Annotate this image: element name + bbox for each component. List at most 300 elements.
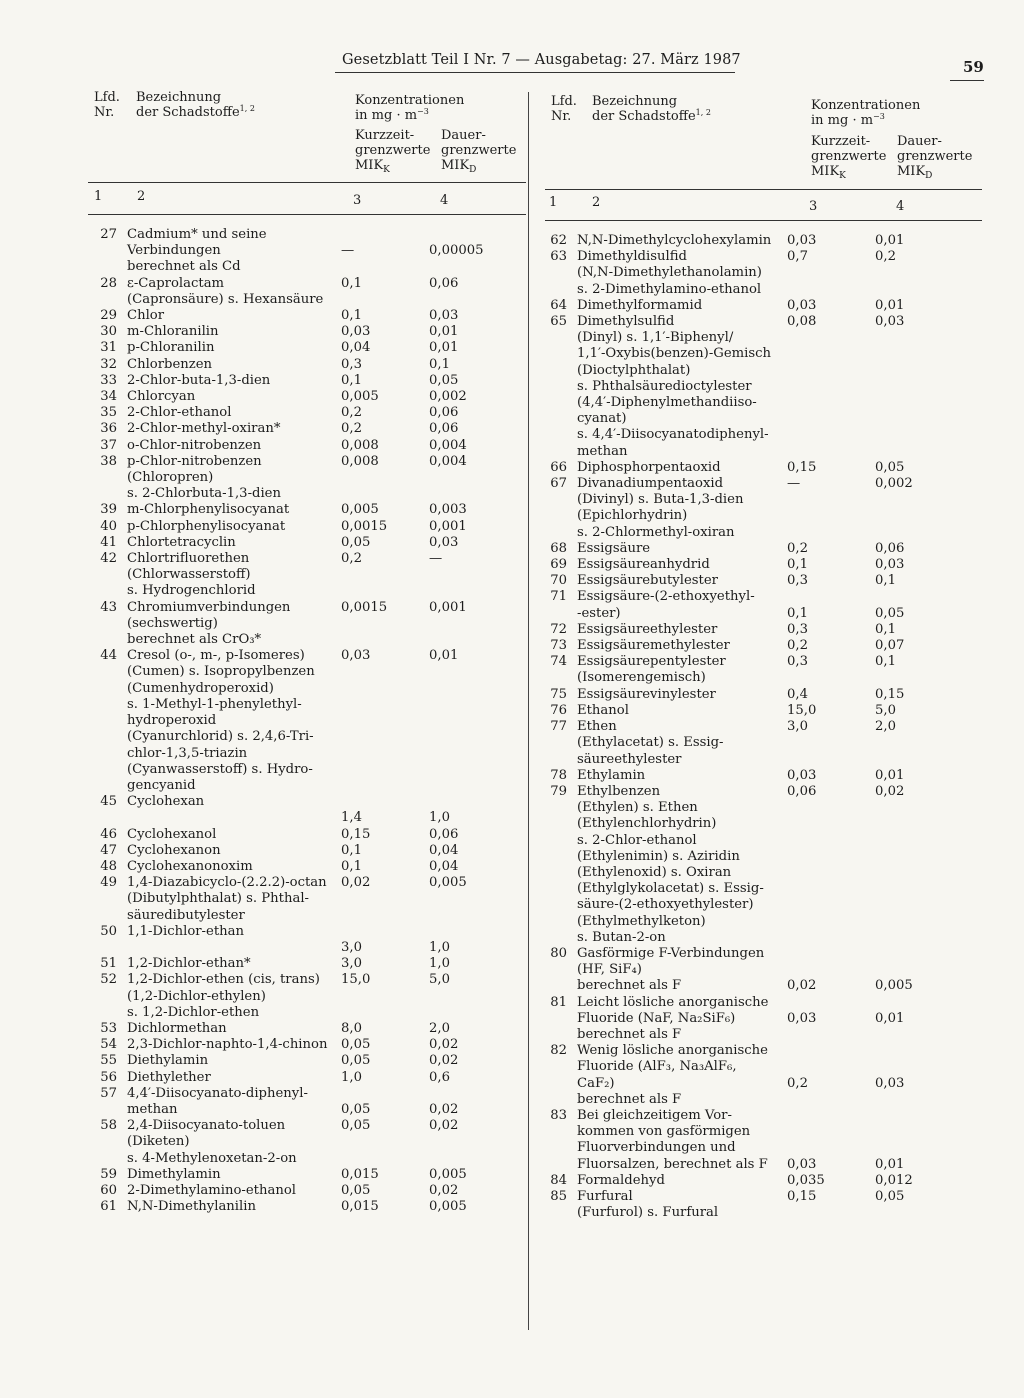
row-number: 71 [550, 589, 567, 605]
substance-name-line: Dichlormethan [127, 1020, 227, 1036]
table-row [83, 535, 523, 551]
table-row [533, 541, 993, 557]
kurzzeit-value: 0,03 [341, 324, 371, 340]
hdr-dauer-right: Dauer- grenzwerte $MIK_D$ [897, 134, 973, 181]
substance-name-line: s. 2-Chlor-ethanol [577, 832, 697, 848]
table-row [533, 460, 993, 476]
substance-name-line: 2,3-Dichlor-naphto-1,4-chinon [127, 1037, 328, 1053]
row-number: 30 [100, 324, 117, 340]
dauer-value: 0,6 [429, 1069, 450, 1085]
page-number: 59 [963, 58, 984, 76]
kurzzeit-value: 0,1 [341, 372, 362, 388]
substance-name [127, 648, 341, 794]
kurzzeit-value: 0,04 [341, 340, 371, 356]
substance-name [577, 573, 787, 589]
substance-name [127, 357, 341, 373]
substance-name-line: Gasförmige F-Verbindungen [577, 945, 765, 961]
substance-name-line: (Epichlorhydrin) [577, 508, 688, 524]
row-number: 45 [100, 794, 117, 810]
header-top-rule-right [545, 189, 982, 190]
kurzzeit-value: 0,1 [787, 557, 808, 573]
row-number: 80 [550, 945, 567, 961]
substance-name-line: Divanadiumpentaoxid [577, 476, 724, 492]
dauer-value: 0,002 [429, 389, 467, 405]
substance-name-line: 2-Dimethylamino-ethanol [127, 1182, 296, 1198]
dauer-value: 0,03 [875, 1075, 905, 1091]
substance-name-line: 2-Chlor-methyl-oxiran* [127, 421, 281, 437]
substance-name-line: (Ethylacetat) s. Essig- [577, 735, 724, 751]
kurzzeit-value: 0,15 [787, 459, 817, 475]
substance-name-line: Diphosphorpentaoxid [577, 459, 721, 475]
dauer-value: 0,005 [429, 1166, 467, 1182]
table-row [533, 557, 993, 573]
dauer-value: 0,01 [429, 648, 459, 664]
substance-name-line: s. 2-Chlorbuta-1,3-dien [127, 486, 281, 502]
table-row [533, 1108, 993, 1173]
kurzzeit-value: 0,1 [341, 842, 362, 858]
table-row [533, 687, 993, 703]
substance-name-line: Ethanol [577, 702, 629, 718]
kurzzeit-value: 0,1 [341, 858, 362, 874]
substance-name-line: (Cumenhydroperoxid) [127, 680, 274, 696]
kurzzeit-value: 0,3 [341, 356, 362, 372]
substance-name-line: (Ethylenimin) s. Aziridin [577, 848, 740, 864]
substance-name-line: Essigsäurepentylester [577, 654, 726, 670]
substance-name-line: hydroperoxid [127, 713, 217, 729]
substance-name [127, 1199, 341, 1215]
dauer-value: 0,01 [875, 1010, 905, 1026]
substance-name-line: methan [127, 1101, 178, 1117]
dauer-value: 0,001 [429, 599, 467, 615]
substance-name [127, 1118, 341, 1167]
dauer-value: 0,004 [429, 453, 467, 469]
kurzzeit-value: 0,15 [787, 1188, 817, 1204]
row-number: 50 [100, 923, 117, 939]
substance-name-line: Essigsäure-(2-ethoxyethyl- [577, 589, 755, 605]
substance-name-line: Ethylamin [577, 767, 646, 783]
dauer-value: 0,005 [875, 978, 913, 994]
table-row [533, 1173, 993, 1189]
kurzzeit-value: 3,0 [341, 956, 362, 972]
row-number: 65 [550, 314, 567, 330]
kurzzeit-value: 1,0 [341, 1069, 362, 1085]
hdr-lfd: Lfd. Nr. [94, 90, 120, 120]
kurzzeit-value: 0,1 [341, 308, 362, 324]
row-number: 52 [100, 972, 117, 988]
row-number: 73 [550, 638, 567, 654]
dauer-value: 0,04 [429, 858, 459, 874]
row-number: 67 [550, 476, 567, 492]
substance-name [127, 1086, 341, 1118]
substance-name-line: 1,4-Diazabicyclo-(2.2.2)-octan [127, 875, 327, 891]
row-number: 46 [100, 826, 117, 842]
dauer-value: 0,02 [429, 1118, 459, 1134]
hdr-bezeichnung-right: Bezeichnung der Schadstoffe$^{1, 2}$ [592, 94, 711, 124]
substance-name [127, 551, 341, 600]
row-number: 62 [550, 233, 567, 248]
row-number: 57 [100, 1085, 117, 1101]
dauer-value: 0,05 [875, 605, 905, 621]
substance-name-line: (Chloropren) [127, 470, 214, 486]
substance-name [127, 956, 341, 972]
table-row [533, 298, 993, 314]
table-row [83, 648, 523, 794]
row-number: 74 [550, 654, 567, 670]
substance-name [577, 703, 787, 719]
colnum-1: 1 [94, 189, 103, 204]
substance-name [127, 1167, 341, 1183]
page-header [0, 50, 1024, 74]
substance-name-line: Fluorsalzen, berechnet als F [577, 1156, 768, 1172]
substance-name [127, 389, 341, 405]
kurzzeit-value: 0,1 [787, 605, 808, 621]
substance-name [127, 276, 341, 308]
row-number: 33 [100, 372, 117, 388]
substance-name-line: Cadmium* und seine [127, 227, 267, 242]
dauer-value: 0,06 [429, 405, 459, 421]
substance-name [127, 340, 341, 356]
kurzzeit-value: 0,035 [787, 1172, 825, 1188]
substance-name-line: (Cumen) s. Isopropylbenzen [127, 664, 315, 680]
substance-name-line: (Ethylglykolacetat) s. Essig- [577, 881, 764, 897]
table-row [83, 1183, 523, 1199]
dauer-value: 0,01 [875, 767, 905, 783]
table-row [83, 600, 523, 649]
substance-name [577, 589, 787, 621]
kurzzeit-value: 8,0 [341, 1020, 362, 1036]
dauer-value: 0,002 [875, 476, 913, 492]
dauer-value: 0,05 [429, 372, 459, 388]
substance-name-line: N,N-Dimethylanilin [127, 1199, 256, 1215]
dauer-value: 0,07 [875, 638, 905, 654]
substance-name-line: berechnet als F [577, 1091, 682, 1107]
substance-name-line: Diethylether [127, 1069, 211, 1085]
table-row [83, 827, 523, 843]
kurzzeit-value: 0,03 [787, 767, 817, 783]
kurzzeit-value: 0,03 [787, 1156, 817, 1172]
table-row [533, 995, 993, 1044]
substance-name [577, 541, 787, 557]
dauer-value: 0,005 [429, 1199, 467, 1215]
column-divider [528, 92, 529, 1330]
substance-name [577, 768, 787, 784]
dauer-value: 0,04 [429, 842, 459, 858]
dauer-value: 0,01 [875, 297, 905, 313]
substance-name-line: s. Phthalsäuredioctylester [577, 378, 752, 394]
substance-name-line: säure-(2-ethoxyethylester) [577, 897, 754, 913]
table-row [533, 1043, 993, 1108]
row-number: 37 [100, 437, 117, 453]
row-number: 27 [100, 227, 117, 242]
row-number: 47 [100, 842, 117, 858]
table-row [83, 1118, 523, 1167]
substance-name [577, 654, 787, 686]
kurzzeit-value: 0,05 [341, 1101, 371, 1117]
row-number: 85 [550, 1188, 567, 1204]
kurzzeit-value: 0,4 [787, 686, 808, 702]
substance-name [577, 995, 787, 1044]
row-number: 64 [550, 297, 567, 313]
row-number: 31 [100, 340, 117, 356]
dauer-value: 1,0 [429, 956, 450, 972]
kurzzeit-value: — [787, 476, 801, 492]
substance-name-line: Wenig lösliche anorganische [577, 1043, 768, 1059]
table-row [83, 1037, 523, 1053]
kurzzeit-value: 0,005 [341, 502, 379, 518]
row-number: 48 [100, 858, 117, 874]
dauer-value: 0,1 [429, 356, 450, 372]
kurzzeit-value: 0,03 [787, 233, 817, 248]
substance-name-line: Cyclohexanon [127, 842, 221, 858]
table-row [83, 438, 523, 454]
substance-name-line: Dimethyldisulfid [577, 249, 687, 265]
row-number: 58 [100, 1118, 117, 1134]
dauer-value: 0,005 [429, 875, 467, 891]
substance-name [577, 1108, 787, 1173]
substance-name-line: N,N-Dimethylcyclohexylamin [577, 233, 772, 248]
substance-name-line: s. 2-Chlormethyl-oxiran [577, 524, 735, 540]
substance-name-line: Chlorcyan [127, 389, 196, 405]
substance-name-line: Essigsäureanhydrid [577, 557, 710, 573]
dauer-value: 0,03 [429, 308, 459, 324]
row-number: 32 [100, 356, 117, 372]
row-number: 68 [550, 540, 567, 556]
kurzzeit-value: 0,05 [341, 1118, 371, 1134]
table-row [83, 1199, 523, 1215]
substance-name-line: Essigsäurevinylester [577, 686, 716, 702]
substance-name-line: Essigsäurebutylester [577, 573, 718, 589]
table-row [533, 703, 993, 719]
dauer-value: 2,0 [875, 719, 896, 735]
dauer-value: 0,03 [875, 314, 905, 330]
row-number: 79 [550, 783, 567, 799]
dauer-value: 0,06 [429, 826, 459, 842]
substance-name [127, 827, 341, 843]
dauer-value: 0,02 [429, 1037, 459, 1053]
substance-name [127, 373, 341, 389]
substance-name-line: Dimethylsulfid [577, 314, 675, 330]
kurzzeit-value: 0,03 [341, 648, 371, 664]
kurzzeit-value: 0,2 [341, 421, 362, 437]
dauer-value: 0,06 [429, 421, 459, 437]
substance-name-line: s. Butan-2-on [577, 929, 666, 945]
hdr-lfd-right: Lfd. Nr. [551, 94, 577, 124]
substance-name [127, 1021, 341, 1037]
colnum-2: 2 [137, 189, 146, 204]
row-number: 42 [100, 551, 117, 567]
substance-name-line: (Ethylen) s. Ethen [577, 800, 698, 816]
substance-name-line: Furfural [577, 1188, 633, 1204]
kurzzeit-value: 0,3 [787, 654, 808, 670]
substance-name-line: chlor-1,3,5-triazin [127, 745, 248, 761]
substance-name-line: s. 4,4′-Diisocyanatodiphenyl- [577, 427, 769, 443]
kurzzeit-value: 0,3 [787, 621, 808, 637]
substance-name [127, 1070, 341, 1086]
substance-name-line: berechnet als CrO₃* [127, 632, 262, 648]
kurzzeit-value: 0,7 [787, 249, 808, 265]
table-row [83, 1086, 523, 1118]
kurzzeit-value: 3,0 [341, 939, 362, 955]
table-row [83, 1053, 523, 1069]
dauer-value: 0,2 [875, 249, 896, 265]
substance-name-line: m-Chlorphenylisocyanat [127, 502, 290, 518]
substance-name-line: p-Chloranilin [127, 340, 215, 356]
row-number: 81 [550, 994, 567, 1010]
substance-name-line: Essigsäuremethylester [577, 638, 730, 654]
kurzzeit-value: 0,3 [787, 573, 808, 589]
substance-name-line: Chlortrifluorethen [127, 551, 250, 567]
row-number: 54 [100, 1037, 117, 1053]
row-number: 55 [100, 1053, 117, 1069]
substance-name [577, 460, 787, 476]
substance-name-line: Fluorverbindungen und [577, 1140, 736, 1156]
table-row [83, 389, 523, 405]
kurzzeit-value: 0,2 [787, 638, 808, 654]
dauer-value: — [429, 551, 443, 567]
substance-name-line: p-Chlor-nitrobenzen [127, 453, 262, 469]
table-row [83, 1070, 523, 1086]
substance-name-line: säuredibutylester [127, 907, 245, 923]
kurzzeit-value: 0,02 [787, 978, 817, 994]
substance-name-line: CaF₂) [577, 1075, 615, 1091]
substance-name [127, 535, 341, 551]
dauer-value: 0,1 [875, 654, 896, 670]
substance-name [127, 875, 341, 924]
row-number: 29 [100, 308, 117, 324]
dauer-value: 0,001 [429, 518, 467, 534]
dauer-value: 0,02 [429, 1182, 459, 1198]
colnum-2-right: 2 [592, 195, 601, 210]
row-number: 35 [100, 405, 117, 421]
row-number: 28 [100, 275, 117, 291]
table-row [83, 875, 523, 924]
table-row [83, 454, 523, 503]
dauer-value: 0,1 [875, 573, 896, 589]
substance-name-line: 4,4′-Diisocyanato-diphenyl- [127, 1085, 308, 1101]
kurzzeit-value: — [341, 243, 355, 259]
substance-name-line: o-Chlor-nitrobenzen [127, 437, 262, 453]
substance-name [577, 476, 787, 541]
table-row [83, 227, 523, 276]
table-row [83, 357, 523, 373]
substance-name-line: Chlortetracyclin [127, 534, 236, 550]
substance-name-line: berechnet als F [577, 1026, 682, 1042]
row-number: 36 [100, 421, 117, 437]
kurzzeit-value: 0,06 [787, 783, 817, 799]
kurzzeit-value: 15,0 [787, 702, 817, 718]
substance-name-line: säureethylester [577, 751, 682, 767]
colnum-3-right: 3 [809, 199, 818, 214]
hdr-kurzzeit-right: Kurzzeit- grenzwerte $MIK_K$ [811, 134, 887, 181]
substance-name-line: Leicht lösliche anorganische [577, 994, 769, 1010]
substance-name [577, 1043, 787, 1108]
table-row [83, 843, 523, 859]
header-bottom-rule-right [545, 220, 982, 221]
colnum-4: 4 [440, 193, 449, 208]
table-row [83, 972, 523, 1021]
substance-name [127, 324, 341, 340]
row-number: 78 [550, 767, 567, 783]
substance-name [127, 600, 341, 649]
table-row [83, 956, 523, 972]
substance-name-line: (Cyanwasserstoff) s. Hydro- [127, 761, 313, 777]
substance-name [127, 924, 341, 940]
substance-name-line: kommen von gasförmigen [577, 1124, 751, 1140]
row-number: 49 [100, 875, 117, 891]
dauer-value: 0,012 [875, 1172, 913, 1188]
substance-name-line: s. Hydrogenchlorid [127, 583, 256, 599]
substance-name-line: Ethen [577, 719, 617, 735]
table-row [83, 1167, 523, 1183]
substance-name-line: (4,4′-Diphenylmethandiiso- [577, 395, 757, 411]
substance-name [577, 784, 787, 946]
substance-name-line: Cyclohexanol [127, 826, 217, 842]
substance-name-line: Cyclohexan [127, 794, 205, 810]
row-number: 66 [550, 459, 567, 475]
substance-name-line: Chlor [127, 308, 165, 324]
substance-name [127, 405, 341, 421]
kurzzeit-value: 0,05 [341, 1037, 371, 1053]
table-row [533, 589, 993, 621]
substance-name-line: Verbindungen [127, 243, 221, 259]
substance-name-line: Fluoride (AlF₃, Na₃AlF₆, [577, 1059, 737, 1075]
dauer-value: 0,02 [429, 1101, 459, 1117]
substance-name-line: (N,N-Dimethylethanolamin) [577, 265, 762, 281]
row-number: 75 [550, 686, 567, 702]
right-entries [533, 233, 993, 1221]
substance-name-line: 1,2-Dichlor-ethen (cis, trans) [127, 972, 320, 988]
table-row [83, 373, 523, 389]
substance-name [127, 794, 341, 810]
kurzzeit-value: 0,03 [787, 1010, 817, 1026]
table-row [533, 573, 993, 589]
row-number: 59 [100, 1166, 117, 1182]
dauer-value: 0,004 [429, 437, 467, 453]
substance-name-line: s. 4-Methylenoxetan-2-on [127, 1150, 297, 1166]
substance-name-line: Essigsäureethylester [577, 621, 718, 637]
row-number: 51 [100, 956, 117, 972]
table-row [533, 946, 993, 995]
substance-name-line: (Ethylenoxid) s. Oxiran [577, 864, 732, 880]
substance-name-line: Formaldehyd [577, 1172, 665, 1188]
substance-name-line: p-Chlorphenylisocyanat [127, 518, 286, 534]
substance-name [127, 438, 341, 454]
row-number: 41 [100, 534, 117, 550]
substance-name [127, 308, 341, 324]
dauer-value: 0,01 [429, 340, 459, 356]
kurzzeit-value: 0,008 [341, 453, 379, 469]
substance-name [127, 843, 341, 859]
substance-name-line: Fluoride (NaF, Na₂SiF₆) [577, 1010, 736, 1026]
table-row [533, 233, 993, 249]
kurzzeit-value: 0,1 [341, 275, 362, 291]
table-row [83, 551, 523, 600]
substance-name [577, 557, 787, 573]
row-number: 40 [100, 518, 117, 534]
substance-name [577, 1189, 787, 1221]
substance-name-line: (Capronsäure) s. Hexansäure [127, 291, 324, 307]
substance-name [127, 227, 341, 276]
substance-name-line: Cyclohexanonoxim [127, 858, 253, 874]
table-row [83, 276, 523, 308]
kurzzeit-value: 1,4 [341, 810, 362, 826]
table-row [533, 768, 993, 784]
substance-name-line: (Ethylmethylketon) [577, 913, 706, 929]
substance-name-line: (Furfurol) s. Furfural [577, 1205, 719, 1221]
dauer-value: 0,15 [875, 686, 905, 702]
dauer-value: 0,1 [875, 621, 896, 637]
kurzzeit-value: 0,2 [787, 1075, 808, 1091]
